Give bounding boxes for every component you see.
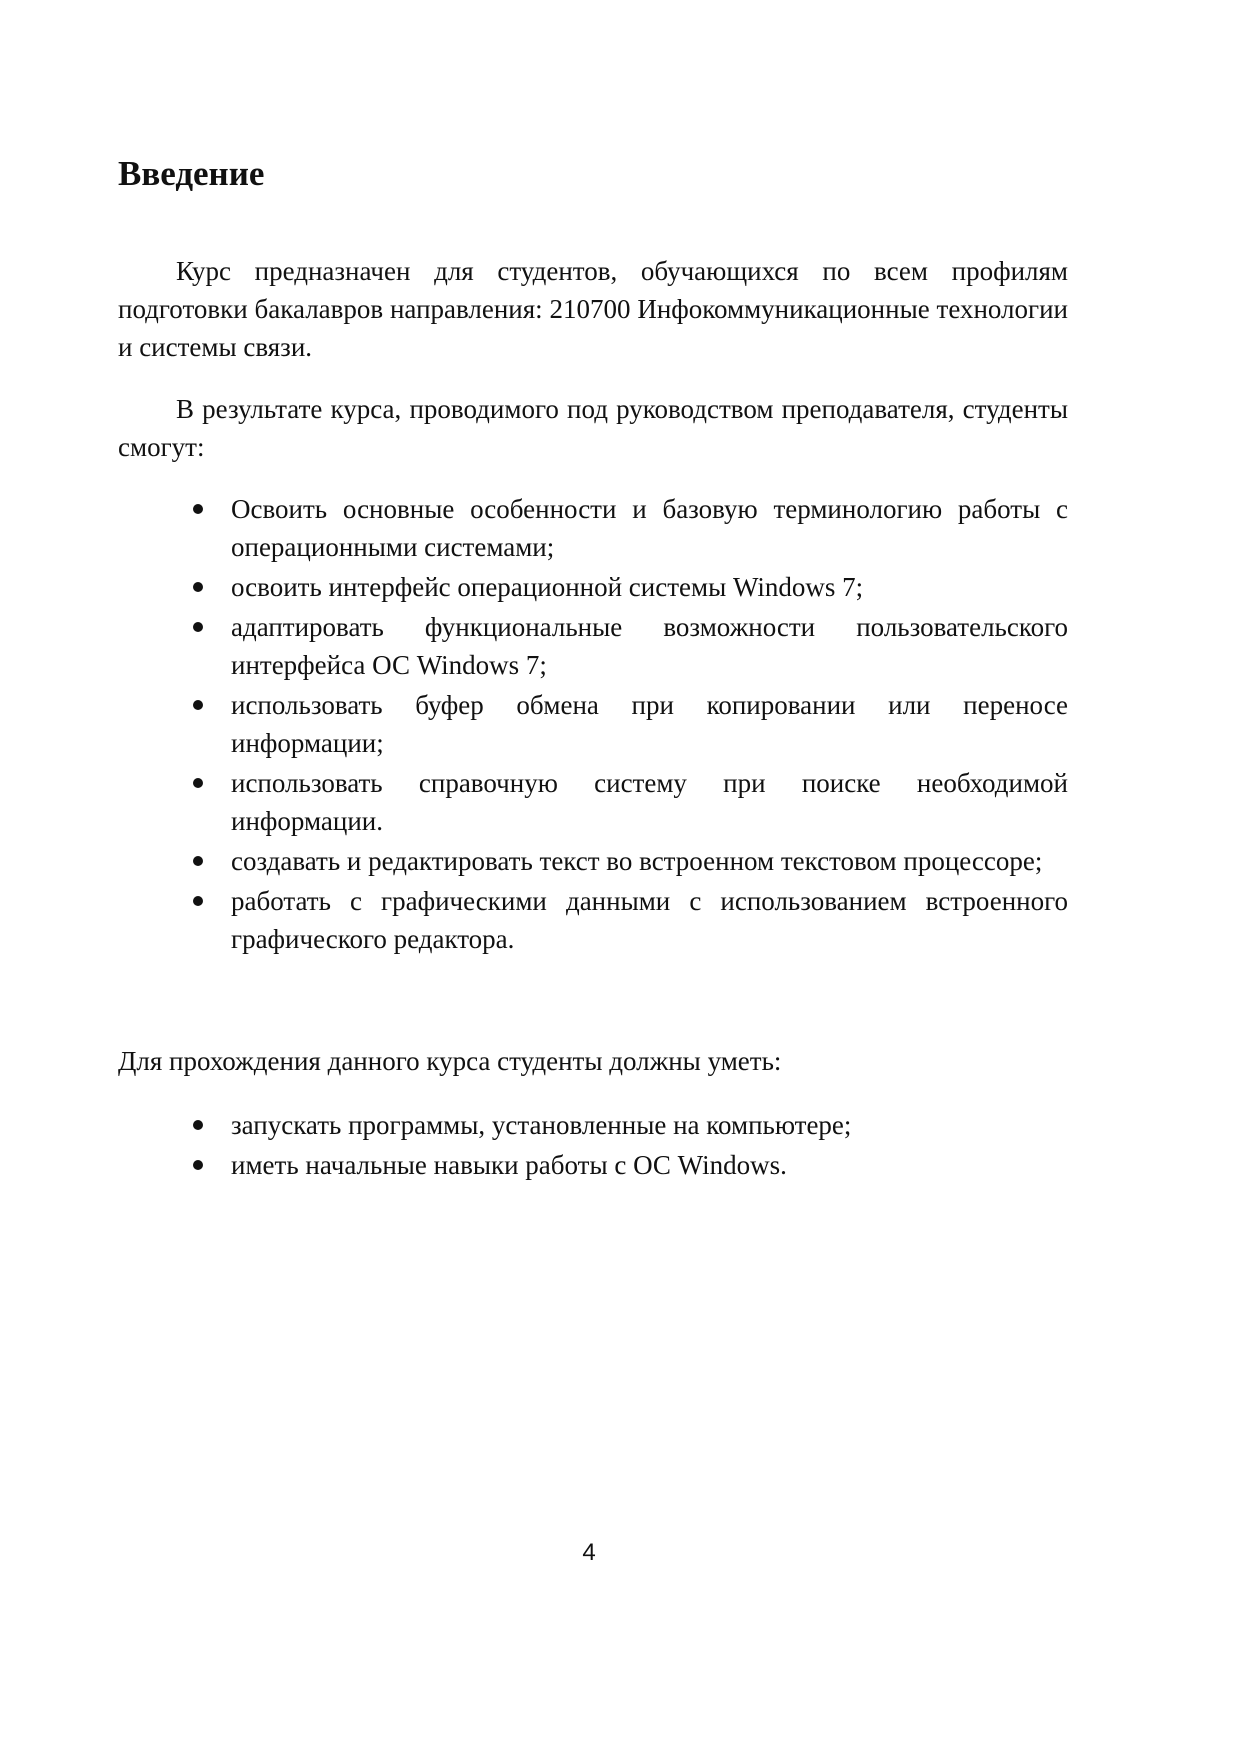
- prerequisites-intro-paragraph: Для прохождения данного курса студенты должны уметь:: [118, 1046, 782, 1076]
- bullet-icon: [193, 700, 203, 710]
- bullet-icon: [193, 582, 203, 592]
- page-number: 4: [582, 1539, 596, 1566]
- prerequisites-list: [231, 1106, 1068, 1186]
- bullet-icon: [193, 896, 203, 906]
- list-item-text: иметь начальные навыки работы с ОС Windows.: [231, 1150, 787, 1180]
- bullet-icon: [193, 856, 203, 866]
- bullet-icon: [193, 504, 203, 514]
- list-item: [231, 490, 1068, 566]
- bullet-icon: [193, 1120, 203, 1130]
- list-item-text: Освоить основные особенности и базовую терминологию работы с операционными системами;: [231, 494, 1068, 562]
- list-item: [231, 1146, 1068, 1184]
- list-item-text: использовать буфер обмена при копировании или переносе информации;: [231, 690, 1068, 758]
- list-item-text: создавать и редактировать текст во встроенном текстовом процессоре;: [231, 846, 1043, 876]
- list-item: [231, 568, 1068, 606]
- list-item: [231, 608, 1068, 684]
- intro-paragraph: Курс предназначен для студентов, обучающихся по всем профилям подготовки бакалавров направления: 210700 Инфокоммуникационные технологии и системы связи.: [118, 256, 1068, 362]
- bullet-icon: [193, 1160, 203, 1170]
- list-item: [231, 764, 1068, 840]
- list-item-text: использовать справочную систему при поиске необходимой информации.: [231, 768, 1068, 836]
- list-item: [231, 842, 1068, 880]
- list-item-text: адаптировать функциональные возможности пользовательского интерфейса ОС Windows 7;: [231, 612, 1068, 680]
- bullet-icon: [193, 778, 203, 788]
- list-item: [231, 882, 1068, 958]
- outcomes-intro-paragraph: В результате курса, проводимого под руководством преподавателя, студенты смогут:: [118, 394, 1068, 462]
- section-heading: Введение: [118, 154, 265, 193]
- outcomes-list: [231, 490, 1068, 960]
- bullet-icon: [193, 622, 203, 632]
- list-item: [231, 1106, 1068, 1144]
- list-item-text: запускать программы, установленные на компьютере;: [231, 1110, 852, 1140]
- list-item: [231, 686, 1068, 762]
- list-item-text: работать с графическими данными с использованием встроенного графического редактора.: [231, 886, 1068, 954]
- list-item-text: освоить интерфейс операционной системы Windows 7;: [231, 572, 864, 602]
